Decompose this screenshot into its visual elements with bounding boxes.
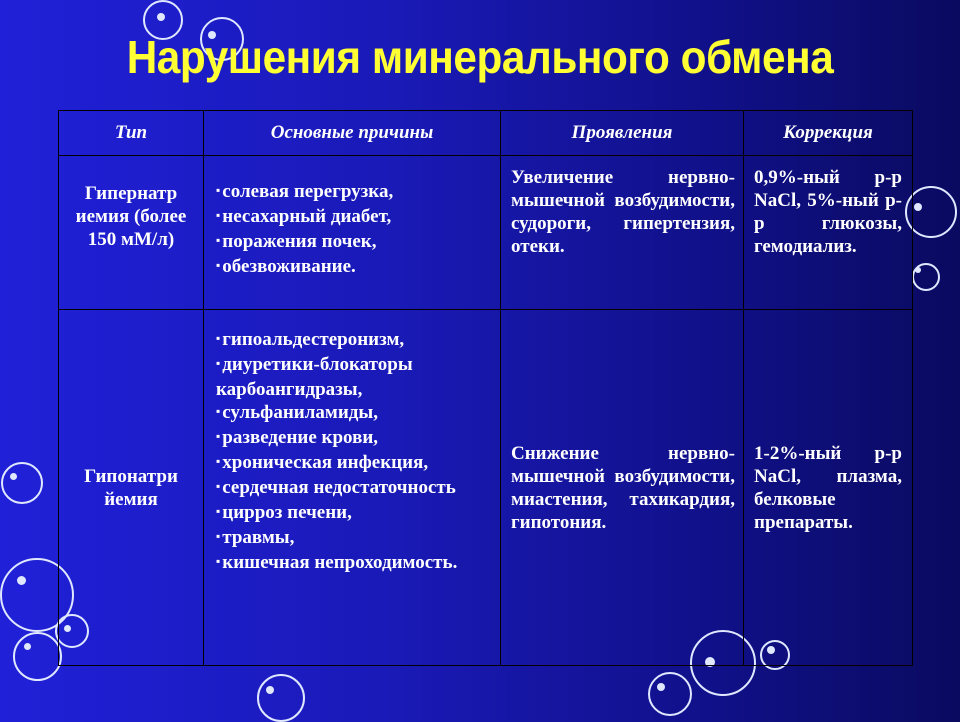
causes-cell xyxy=(204,310,501,666)
cause-item: ▪ гипоальдестеронизм, xyxy=(216,329,405,350)
column-header-type: Тип xyxy=(59,111,204,156)
cause-item: ▪ цирроз печени, xyxy=(216,502,352,523)
cause-item: ▪ солевая перегрузка, xyxy=(216,181,394,202)
column-header-causes: Основные причины xyxy=(204,111,501,156)
cause-item: ▪ кишечная непроходимость. xyxy=(216,552,458,573)
cause-item: ▪ травмы, xyxy=(216,527,295,548)
correction-cell: 1-2%-ный р-р NaCl, плазма, белковые препараты. xyxy=(744,310,913,666)
cause-item: ▪ поражения почек, xyxy=(216,231,377,252)
column-header-correction: Коррекция xyxy=(744,111,913,156)
slide-title: Нарушения минерального обмена xyxy=(126,31,834,83)
cause-item: ▪ сульфаниламиды, xyxy=(216,402,378,423)
causes-cell xyxy=(204,156,501,310)
type-cell: Гипернатр иемия (более 150 мМ/л) xyxy=(59,156,204,310)
table-header-row xyxy=(59,111,913,156)
table-row-hypernatremia xyxy=(59,156,913,310)
cause-item: ▪ хроническая инфекция, xyxy=(216,452,429,473)
cause-item: ▪ разведение крови, xyxy=(216,427,379,448)
manifestations-cell: Снижение нервно-мышечной возбудимости, миастения, тахикардия, гипотония. xyxy=(501,310,744,666)
column-header-manifestations: Проявления xyxy=(501,111,744,156)
cause-item: ▪ диуретики-блокаторы карбоангидразы, xyxy=(216,354,413,400)
cause-item: ▪ обезвоживание. xyxy=(216,256,356,277)
type-cell: Гипонатри йемия xyxy=(59,310,204,666)
correction-cell: 0,9%-ный р-р NaCl, 5%-ный р-р глюкозы, гемодиализ. xyxy=(744,156,913,310)
table-row-hyponatremia xyxy=(59,310,913,666)
cause-item: ▪ сердечная недостаточность xyxy=(216,477,456,498)
manifestations-cell: Увеличение нервно-мышечной возбудимости, судороги, гипертензия, отеки. xyxy=(501,156,744,310)
cause-item: ▪ несахарный диабет, xyxy=(216,206,392,227)
mineral-metabolism-table xyxy=(58,110,913,666)
